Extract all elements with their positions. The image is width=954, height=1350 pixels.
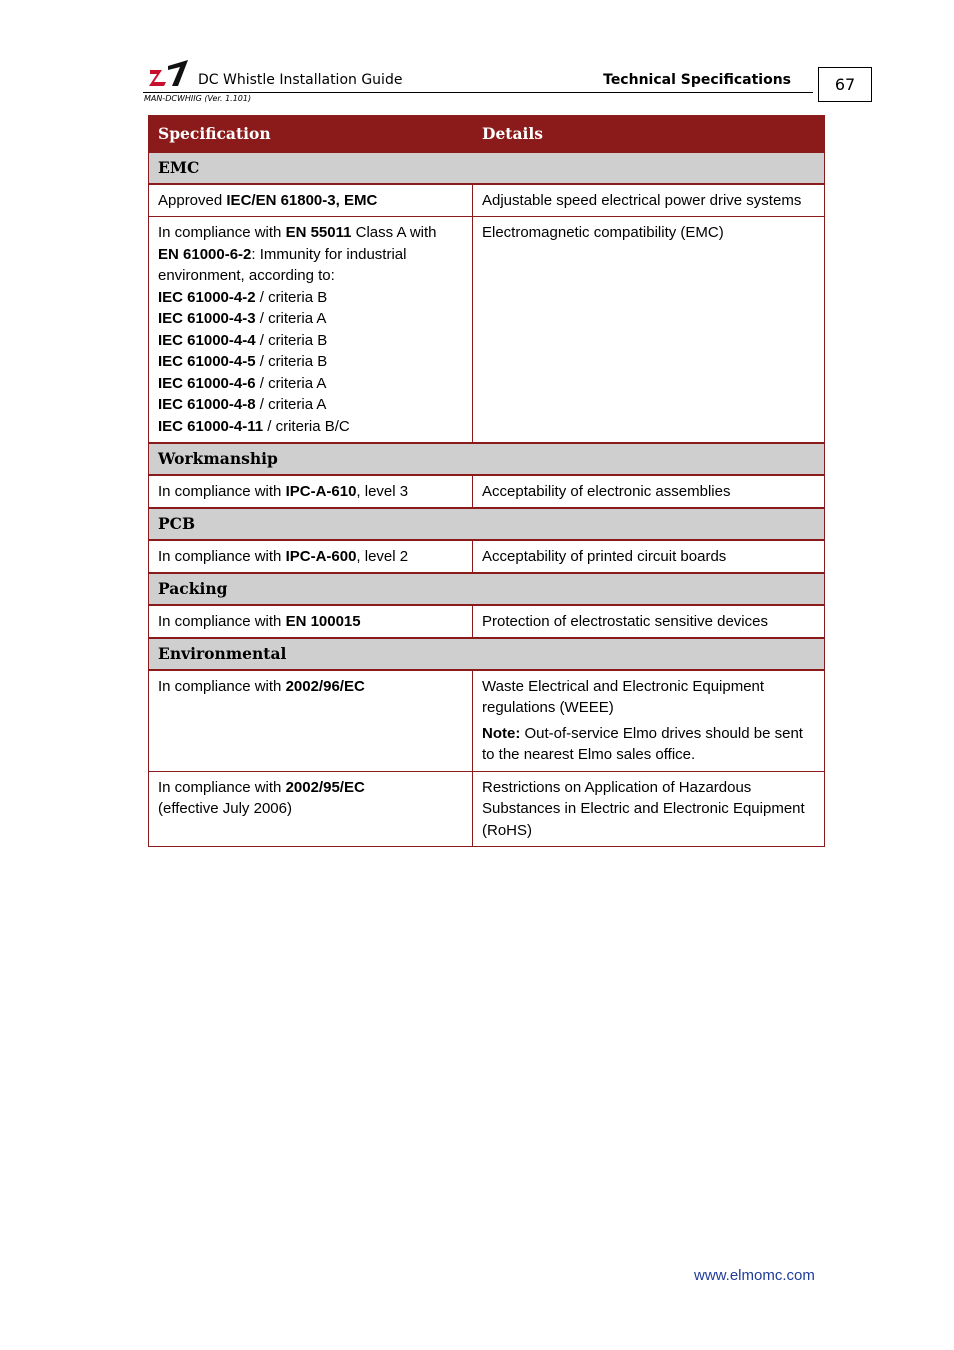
spec-text: In compliance with bbox=[158, 224, 286, 241]
spec-standard: EN 55011 bbox=[285, 224, 352, 241]
detail-cell bbox=[473, 670, 825, 772]
spec-cell: In compliance with IPC-A-600, level 2 bbox=[149, 540, 473, 574]
section-title: Technical Specifications bbox=[603, 72, 791, 88]
list-item: IEC 61000-4-2 / criteria B bbox=[158, 288, 328, 306]
detail-cell: Electromagnetic compatibility (EMC) bbox=[473, 217, 825, 444]
table-row bbox=[149, 184, 825, 217]
spec-standard: IPC-A-600 bbox=[285, 547, 357, 565]
table-row bbox=[149, 605, 825, 639]
spec-standard: 2002/96/EC bbox=[285, 677, 365, 695]
table-row bbox=[149, 670, 825, 772]
list-item: IEC 61000-4-3 / criteria A bbox=[158, 310, 327, 327]
group-row-workmanship bbox=[149, 443, 825, 475]
footer-url-link[interactable]: www.elmomc.com bbox=[694, 1267, 815, 1284]
note bbox=[482, 723, 816, 766]
group-row-environmental bbox=[149, 638, 825, 670]
spec-standard: 2002/95/EC bbox=[285, 778, 365, 796]
spec-text: Class A with bbox=[351, 224, 437, 241]
list-item: IEC 61000-4-8 / criteria A bbox=[158, 396, 327, 413]
detail-cell: Restrictions on Application of Hazardous Substances in Electric and Electronic Equipment (RoHS) bbox=[473, 771, 825, 847]
group-title: Environmental bbox=[149, 638, 825, 670]
detail-cell: Adjustable speed electrical power drive systems bbox=[473, 184, 825, 217]
spec-table bbox=[148, 115, 825, 847]
doc-title: DC Whistle Installation Guide bbox=[198, 72, 403, 88]
spec-cell bbox=[149, 217, 473, 444]
spec-cell: In compliance with 2002/95/EC (effective July 2006) bbox=[149, 771, 473, 847]
table-row bbox=[149, 540, 825, 574]
list-item: IEC 61000-4-11 / criteria B/C bbox=[158, 417, 350, 435]
group-title: PCB bbox=[149, 508, 825, 540]
group-row-pcb bbox=[149, 508, 825, 540]
spec-standard: EN 100015 bbox=[285, 612, 361, 630]
table-row bbox=[149, 475, 825, 509]
detail-text: Waste Electrical and Electronic Equipment regulations (WEEE) bbox=[482, 677, 765, 716]
note-text: Out-of-service Elmo drives should be sent to the nearest Elmo sales office. bbox=[482, 724, 803, 763]
page-number: 67 bbox=[818, 67, 872, 102]
column-header-details: Details bbox=[473, 116, 825, 153]
doc-code: MAN-DCWHIIG (Ver. 1.101) bbox=[144, 94, 252, 103]
group-title: Packing bbox=[149, 573, 825, 605]
elmo-logo-icon bbox=[148, 58, 190, 88]
spec-cell: In compliance with EN 100015 bbox=[149, 605, 473, 639]
table-row bbox=[149, 771, 825, 847]
spec-standard: EN 61000-6-2 bbox=[158, 245, 252, 263]
note-label: Note: bbox=[482, 724, 521, 742]
detail-cell: Protection of electrostatic sensitive devices bbox=[473, 605, 825, 639]
spec-cell bbox=[149, 184, 473, 217]
group-row-emc bbox=[149, 152, 825, 184]
spec-cell: In compliance with IPC-A-610, level 3 bbox=[149, 475, 473, 509]
spec-standard: IPC-A-610 bbox=[285, 482, 357, 500]
spec-text: Approved bbox=[158, 191, 227, 209]
spec-standard: IEC/EN 61800-3, EMC bbox=[226, 191, 378, 209]
group-title: Workmanship bbox=[149, 443, 825, 475]
detail-cell: Acceptability of electronic assemblies bbox=[473, 475, 825, 509]
table-header-row bbox=[149, 116, 825, 153]
list-item: IEC 61000-4-5 / criteria B bbox=[158, 353, 328, 370]
list-item: IEC 61000-4-6 / criteria A bbox=[158, 374, 327, 392]
spec-cell: In compliance with 2002/96/EC bbox=[149, 670, 473, 772]
spec-text: : Immunity for industrial environment, according to: bbox=[158, 245, 407, 284]
group-row-packing bbox=[149, 573, 825, 605]
column-header-specification: Specification bbox=[149, 116, 473, 153]
list-item: IEC 61000-4-4 / criteria B bbox=[158, 331, 328, 349]
detail-cell: Acceptability of printed circuit boards bbox=[473, 540, 825, 574]
group-title: EMC bbox=[149, 152, 825, 184]
header-rule bbox=[143, 92, 813, 93]
table-row bbox=[149, 217, 825, 444]
